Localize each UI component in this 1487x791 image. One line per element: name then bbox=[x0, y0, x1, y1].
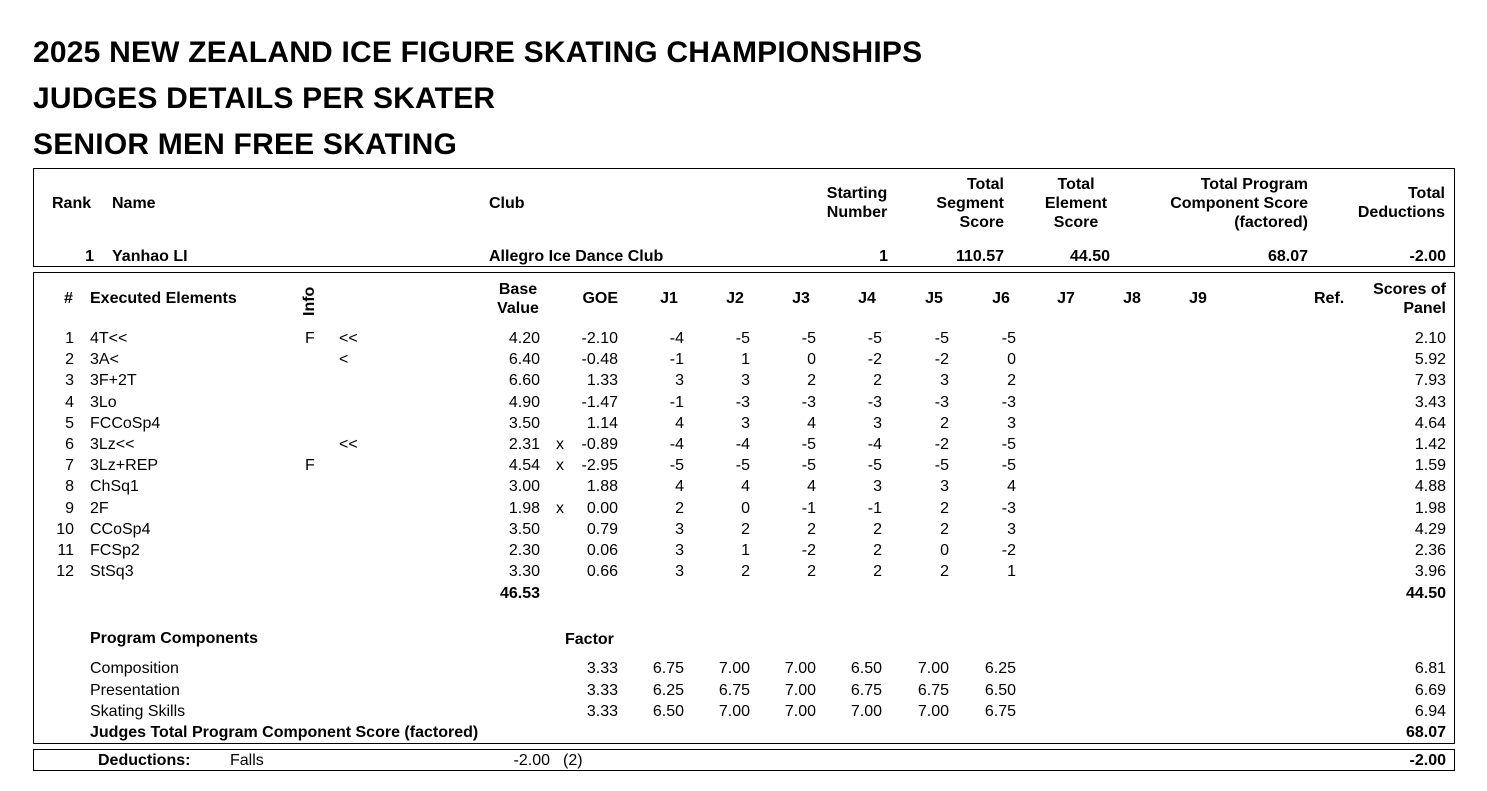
element-judge-score-1: 4 bbox=[675, 414, 684, 432]
element-goe: -0.48 bbox=[581, 351, 618, 369]
deductions-header: Total Deductions bbox=[1357, 185, 1445, 221]
element-base-value: 3.50 bbox=[508, 520, 540, 538]
element-judge-score-1: 2 bbox=[675, 499, 684, 517]
element-judge-score-3: -1 bbox=[801, 499, 816, 517]
element-code: CCoSp4 bbox=[90, 520, 151, 538]
element-code: 3F+2T bbox=[90, 372, 137, 390]
executed-elements-header: Executed Elements bbox=[90, 290, 237, 307]
element-judge-score-1: -4 bbox=[669, 330, 684, 347]
element-base-value: 6.40 bbox=[508, 351, 540, 369]
element-number: 5 bbox=[65, 414, 74, 432]
deductions-count: (2) bbox=[563, 752, 583, 769]
club-header: Club bbox=[489, 195, 525, 212]
element-goe: -2.10 bbox=[581, 330, 618, 347]
element-judge-score-4: -5 bbox=[867, 457, 882, 475]
deductions-total: -2.00 bbox=[1409, 752, 1446, 769]
element-judge-score-3: 2 bbox=[807, 520, 816, 538]
element-judge-score-3: -5 bbox=[801, 436, 816, 453]
component-judge-score-5: 7.00 bbox=[917, 660, 949, 677]
element-code: 3Lo bbox=[90, 393, 117, 411]
element-judge-score-6: 2 bbox=[1007, 372, 1016, 390]
tss-header: Total Segment Score bbox=[936, 176, 1004, 231]
component-judge-score-5: 7.00 bbox=[917, 703, 949, 720]
element-judge-score-3: 4 bbox=[807, 414, 816, 432]
base-value-header: Base Value bbox=[497, 281, 539, 317]
element-code: StSq3 bbox=[90, 563, 134, 581]
element-base-value: 3.00 bbox=[508, 478, 540, 496]
element-info-marker: << bbox=[339, 330, 358, 347]
element-judge-score-3: 2 bbox=[807, 563, 816, 581]
element-number: 12 bbox=[56, 563, 74, 581]
element-judge-score-6: 0 bbox=[1007, 351, 1016, 369]
element-judge-score-4: -3 bbox=[867, 393, 882, 411]
element-code: 3A< bbox=[90, 351, 119, 369]
element-judge-score-2: 1 bbox=[741, 542, 750, 559]
judge-header-8: J8 bbox=[1123, 290, 1141, 307]
rank-header: Rank bbox=[52, 195, 92, 212]
component-score: 6.81 bbox=[1414, 660, 1446, 677]
element-bonus-marker: x bbox=[556, 499, 564, 517]
element-goe: 0.79 bbox=[586, 520, 618, 538]
element-judge-score-4: -1 bbox=[867, 499, 882, 517]
judge-header-3: J3 bbox=[792, 290, 810, 307]
element-judge-score-3: -5 bbox=[801, 330, 816, 347]
component-judge-score-3: 7.00 bbox=[784, 660, 816, 677]
element-number: 6 bbox=[65, 436, 74, 453]
element-code: FCCoSp4 bbox=[90, 414, 161, 432]
skater-rank: 1 bbox=[85, 248, 94, 265]
element-panel-score: 1.98 bbox=[1414, 499, 1446, 517]
element-info-marker: < bbox=[339, 351, 349, 369]
tes-header: Total Element Score bbox=[1044, 176, 1108, 231]
element-panel-score: 1.59 bbox=[1414, 457, 1446, 475]
judge-header-6: J6 bbox=[992, 290, 1010, 307]
element-judge-score-3: 0 bbox=[807, 351, 816, 369]
element-panel-score: 4.88 bbox=[1414, 478, 1446, 496]
deductions-type: Falls bbox=[230, 752, 264, 769]
element-judge-score-2: 0 bbox=[741, 499, 750, 517]
deductions-value: -2.00 bbox=[513, 752, 550, 769]
element-judge-score-6: -5 bbox=[1001, 330, 1016, 347]
ref-header: Ref. bbox=[1314, 290, 1345, 307]
element-panel-score: 2.36 bbox=[1414, 542, 1446, 559]
element-code: 4T<< bbox=[90, 330, 128, 347]
component-name: Presentation bbox=[90, 681, 180, 699]
element-judge-score-5: 0 bbox=[940, 542, 949, 559]
element-goe: 1.33 bbox=[586, 372, 618, 390]
element-judge-score-2: -5 bbox=[735, 330, 750, 347]
segment-title: SENIOR MEN FREE SKATING bbox=[33, 128, 458, 161]
element-judge-score-2: 3 bbox=[741, 372, 750, 390]
element-code: 3Lz<< bbox=[90, 436, 135, 453]
component-judge-score-4: 6.75 bbox=[850, 681, 882, 699]
element-base-value: 4.54 bbox=[508, 457, 540, 475]
element-judge-score-5: -5 bbox=[934, 457, 949, 475]
element-base-value: 3.30 bbox=[508, 563, 540, 581]
element-number: 8 bbox=[65, 478, 74, 496]
element-judge-score-1: -4 bbox=[669, 436, 684, 453]
element-judge-score-6: 3 bbox=[1007, 520, 1016, 538]
element-judge-score-4: 2 bbox=[873, 372, 882, 390]
element-goe: -0.89 bbox=[581, 436, 618, 453]
element-judge-score-2: 3 bbox=[741, 414, 750, 432]
element-goe: -2.95 bbox=[581, 457, 618, 475]
judge-header-9: J9 bbox=[1189, 290, 1207, 307]
pcs-total-label: Judges Total Program Component Score (factored) bbox=[90, 724, 479, 741]
element-judge-score-4: 2 bbox=[873, 520, 882, 538]
component-judge-score-3: 7.00 bbox=[784, 681, 816, 699]
element-panel-score: 3.43 bbox=[1414, 393, 1446, 411]
component-factor: 3.33 bbox=[586, 681, 618, 699]
element-number: 9 bbox=[65, 499, 74, 517]
pcs-header: Total Program Component Score (factored) bbox=[1170, 176, 1308, 231]
element-panel-score: 2.10 bbox=[1414, 330, 1446, 347]
element-base-value: 6.60 bbox=[508, 372, 540, 390]
component-score: 6.69 bbox=[1414, 681, 1446, 699]
element-panel-score: 5.92 bbox=[1414, 351, 1446, 369]
panel-score-total: 44.50 bbox=[1405, 585, 1446, 602]
skater-name: Yanhao LI bbox=[112, 248, 188, 265]
element-base-value: 2.30 bbox=[508, 542, 540, 559]
deductions-label: Deductions: bbox=[98, 752, 191, 769]
element-number: 7 bbox=[65, 457, 74, 475]
judge-header-5: J5 bbox=[925, 290, 943, 307]
element-number: 11 bbox=[57, 542, 74, 559]
goe-header: GOE bbox=[582, 290, 618, 307]
element-judge-score-5: 2 bbox=[940, 414, 949, 432]
element-judge-score-1: 3 bbox=[675, 520, 684, 538]
element-base-value: 3.50 bbox=[508, 414, 540, 432]
element-judge-score-5: -5 bbox=[934, 330, 949, 347]
element-judge-score-4: 2 bbox=[873, 542, 882, 559]
element-judge-score-3: -5 bbox=[801, 457, 816, 475]
element-number: 10 bbox=[56, 520, 74, 538]
element-judge-score-6: 4 bbox=[1007, 478, 1016, 496]
element-judge-score-2: -4 bbox=[735, 436, 750, 453]
component-judge-score-4: 7.00 bbox=[850, 703, 882, 720]
element-goe: -1.47 bbox=[581, 393, 618, 411]
component-judge-score-6: 6.75 bbox=[984, 703, 1016, 720]
element-judge-score-2: 2 bbox=[741, 563, 750, 581]
element-info-flag: F bbox=[305, 457, 315, 475]
element-number: 3 bbox=[65, 372, 74, 390]
elements-num-header: # bbox=[64, 290, 73, 307]
component-judge-score-4: 6.50 bbox=[850, 660, 882, 677]
element-judge-score-4: -2 bbox=[867, 351, 882, 369]
component-judge-score-1: 6.25 bbox=[652, 681, 684, 699]
judge-header-7: J7 bbox=[1057, 290, 1075, 307]
factor-header: Factor bbox=[565, 631, 614, 648]
judge-header-4: J4 bbox=[858, 290, 876, 307]
element-judge-score-3: -2 bbox=[801, 542, 816, 559]
element-judge-score-6: -2 bbox=[1001, 542, 1016, 559]
element-goe: 1.88 bbox=[586, 478, 618, 496]
skater-pcs: 68.07 bbox=[1267, 248, 1308, 265]
skater-tss: 110.57 bbox=[955, 248, 1004, 265]
element-number: 1 bbox=[65, 330, 74, 347]
judge-header-2: J2 bbox=[726, 290, 744, 307]
judge-header-1: J1 bbox=[660, 290, 678, 307]
element-bonus-marker: x bbox=[556, 436, 564, 453]
component-factor: 3.33 bbox=[586, 660, 618, 677]
element-judge-score-1: 3 bbox=[675, 372, 684, 390]
component-judge-score-6: 6.25 bbox=[984, 660, 1016, 677]
element-judge-score-3: -3 bbox=[801, 393, 816, 411]
element-number: 4 bbox=[65, 393, 74, 411]
element-code: FCSp2 bbox=[90, 542, 140, 559]
element-judge-score-5: -2 bbox=[934, 436, 949, 453]
element-info-marker: << bbox=[339, 436, 358, 453]
element-goe: 0.06 bbox=[586, 542, 618, 559]
element-judge-score-5: -3 bbox=[934, 393, 949, 411]
element-code: 2F bbox=[90, 499, 109, 517]
component-name: Composition bbox=[90, 660, 179, 677]
element-judge-score-5: -2 bbox=[934, 351, 949, 369]
element-judge-score-6: -3 bbox=[1001, 499, 1016, 517]
element-judge-score-5: 2 bbox=[940, 499, 949, 517]
component-judge-score-2: 7.00 bbox=[718, 660, 750, 677]
element-number: 2 bbox=[65, 351, 74, 369]
element-judge-score-1: -1 bbox=[669, 393, 684, 411]
element-judge-score-1: -1 bbox=[669, 351, 684, 369]
element-judge-score-6: -3 bbox=[1001, 393, 1016, 411]
element-judge-score-6: 3 bbox=[1007, 414, 1016, 432]
skater-club: Allegro Ice Dance Club bbox=[489, 248, 664, 265]
element-judge-score-5: 3 bbox=[940, 478, 949, 496]
skater-deductions: -2.00 bbox=[1409, 248, 1446, 265]
pcs-total-value: 68.07 bbox=[1405, 724, 1446, 741]
element-panel-score: 3.96 bbox=[1414, 563, 1446, 581]
element-judge-score-6: -5 bbox=[1001, 457, 1016, 475]
component-judge-score-3: 7.00 bbox=[784, 703, 816, 720]
component-judge-score-1: 6.75 bbox=[652, 660, 684, 677]
scores-of-panel-header: Scores of Panel bbox=[1373, 281, 1446, 317]
component-score: 6.94 bbox=[1414, 703, 1446, 720]
element-bonus-marker: x bbox=[556, 457, 564, 475]
element-judge-score-3: 2 bbox=[807, 372, 816, 390]
component-factor: 3.33 bbox=[586, 703, 618, 720]
element-judge-score-4: 3 bbox=[873, 414, 882, 432]
element-code: ChSq1 bbox=[90, 478, 139, 496]
page-subtitle: JUDGES DETAILS PER SKATER bbox=[33, 82, 496, 115]
element-info-flag: F bbox=[305, 330, 315, 347]
element-judge-score-5: 3 bbox=[940, 372, 949, 390]
info-header: Info bbox=[301, 286, 318, 316]
element-judge-score-1: -5 bbox=[669, 457, 684, 475]
element-base-value: 2.31 bbox=[508, 436, 540, 453]
element-judge-score-4: -4 bbox=[867, 436, 882, 453]
skater-tes: 44.50 bbox=[1069, 248, 1110, 265]
element-judge-score-5: 2 bbox=[940, 563, 949, 581]
component-judge-score-5: 6.75 bbox=[917, 681, 949, 699]
element-judge-score-6: 1 bbox=[1007, 563, 1016, 581]
element-goe: 0.00 bbox=[586, 499, 618, 517]
page-title: 2025 NEW ZEALAND ICE FIGURE SKATING CHAMPIONSHIPS bbox=[33, 36, 923, 69]
element-judge-score-2: 2 bbox=[741, 520, 750, 538]
program-components-header: Program Components bbox=[90, 630, 259, 647]
element-judge-score-2: 1 bbox=[741, 351, 750, 369]
element-panel-score: 4.29 bbox=[1414, 520, 1446, 538]
element-judge-score-4: 3 bbox=[873, 478, 882, 496]
element-code: 3Lz+REP bbox=[90, 457, 159, 475]
element-judge-score-1: 4 bbox=[675, 478, 684, 496]
element-judge-score-4: -5 bbox=[867, 330, 882, 347]
element-panel-score: 7.93 bbox=[1414, 372, 1446, 390]
element-goe: 1.14 bbox=[586, 414, 618, 432]
element-base-value: 4.90 bbox=[508, 393, 540, 411]
element-judge-score-6: -5 bbox=[1001, 436, 1016, 453]
starting-number-header: Starting Number bbox=[826, 185, 888, 221]
element-judge-score-5: 2 bbox=[940, 520, 949, 538]
element-judge-score-3: 4 bbox=[807, 478, 816, 496]
element-base-value: 1.98 bbox=[508, 499, 540, 517]
element-judge-score-2: 4 bbox=[741, 478, 750, 496]
element-base-value: 4.20 bbox=[508, 330, 540, 347]
element-panel-score: 4.64 bbox=[1414, 414, 1446, 432]
name-header: Name bbox=[112, 195, 156, 212]
element-judge-score-1: 3 bbox=[675, 563, 684, 581]
skater-starting-number: 1 bbox=[879, 248, 888, 265]
element-judge-score-4: 2 bbox=[873, 563, 882, 581]
base-value-total: 46.53 bbox=[499, 585, 540, 602]
component-judge-score-6: 6.50 bbox=[984, 681, 1016, 699]
element-panel-score: 1.42 bbox=[1414, 436, 1446, 453]
element-judge-score-1: 3 bbox=[675, 542, 684, 559]
component-judge-score-1: 6.50 bbox=[652, 703, 684, 720]
component-judge-score-2: 7.00 bbox=[718, 703, 750, 720]
element-judge-score-2: -5 bbox=[735, 457, 750, 475]
component-judge-score-2: 6.75 bbox=[718, 681, 750, 699]
element-goe: 0.66 bbox=[586, 563, 618, 581]
component-name: Skating Skills bbox=[90, 703, 186, 720]
element-judge-score-2: -3 bbox=[735, 393, 750, 411]
